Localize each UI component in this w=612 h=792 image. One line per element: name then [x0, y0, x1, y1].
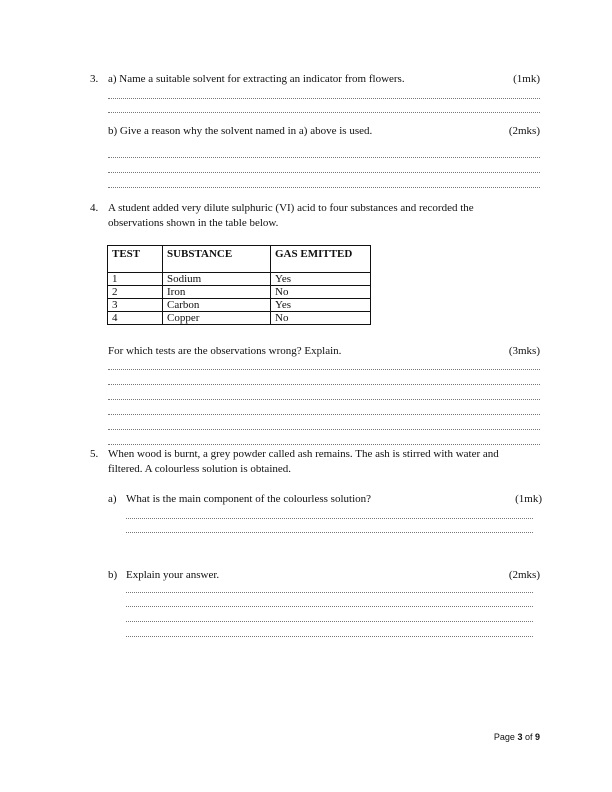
- answer-line: [126, 636, 533, 637]
- answer-line: [108, 157, 540, 158]
- question-5b-text: Explain your answer.: [126, 569, 220, 581]
- question-5a-marks: (1mk): [515, 493, 542, 505]
- table-row: [108, 286, 371, 299]
- question-4-marks: (3mks): [508, 345, 540, 357]
- column-header: GAS EMITTED: [271, 246, 371, 273]
- table-row: [108, 273, 371, 286]
- question-5-text-line2: filtered. A colourless solution is obtained.: [108, 463, 292, 475]
- table-row: [108, 312, 371, 325]
- question-3a-text: a) Name a suitable solvent for extracting an indicator from flowers.: [108, 73, 405, 85]
- page-label: Page: [493, 732, 518, 742]
- table-cell: Yes: [271, 273, 371, 286]
- question-3b-text: b) Give a reason why the solvent named in a) above is used.: [108, 125, 373, 137]
- current-page: 3: [517, 732, 523, 742]
- answer-line: [108, 444, 540, 445]
- answer-line: [108, 112, 540, 113]
- question-5b-marks: (2mks): [508, 569, 540, 581]
- answer-line: [108, 98, 540, 99]
- table-cell: 1: [108, 273, 163, 286]
- total-pages: 9: [534, 732, 540, 742]
- observations-table: [107, 245, 371, 325]
- question-5a-label: a): [108, 493, 117, 505]
- page-of: of: [522, 732, 535, 742]
- question-3b-marks: (2mks): [508, 125, 540, 137]
- table-cell: No: [271, 312, 371, 325]
- answer-line: [108, 429, 540, 430]
- question-5-text-line1: When wood is burnt, a grey powder called ash remains. The ash is stirred with water and: [108, 448, 499, 460]
- question-3a-marks: (1mk): [513, 73, 540, 85]
- table-cell: Copper: [163, 312, 271, 325]
- table-row: [108, 299, 371, 312]
- answer-line: [108, 384, 540, 385]
- answer-line: [126, 606, 533, 607]
- question-number: 4.: [90, 202, 99, 214]
- answer-line: [108, 369, 540, 370]
- column-header: TEST: [108, 246, 163, 273]
- question-number: 5.: [90, 448, 99, 460]
- question-4-text-line2: observations shown in the table below.: [108, 217, 279, 229]
- table-cell: No: [271, 286, 371, 299]
- answer-line: [108, 414, 540, 415]
- column-header: SUBSTANCE: [163, 246, 271, 273]
- answer-line: [126, 518, 533, 519]
- answer-line: [126, 532, 533, 533]
- table-cell: 4: [108, 312, 163, 325]
- question-5a-text: What is the main component of the colourless solution?: [126, 493, 372, 505]
- table-cell: Carbon: [163, 299, 271, 312]
- answer-line: [108, 172, 540, 173]
- question-number: 3.: [90, 73, 99, 85]
- answer-line: [108, 187, 540, 188]
- answer-line: [126, 621, 533, 622]
- table-header-row: [108, 246, 371, 273]
- table-cell: Sodium: [163, 273, 271, 286]
- page-number: [494, 732, 540, 742]
- table-cell: Yes: [271, 299, 371, 312]
- table-cell: 2: [108, 286, 163, 299]
- question-4-text-line1: A student added very dilute sulphuric (VI) acid to four substances and recorded the: [108, 202, 474, 214]
- answer-line: [108, 399, 540, 400]
- table-cell: Iron: [163, 286, 271, 299]
- table-cell: 3: [108, 299, 163, 312]
- question-5b-label: b): [108, 569, 118, 581]
- question-4-prompt: For which tests are the observations wrong? Explain.: [108, 345, 342, 357]
- answer-line: [126, 592, 533, 593]
